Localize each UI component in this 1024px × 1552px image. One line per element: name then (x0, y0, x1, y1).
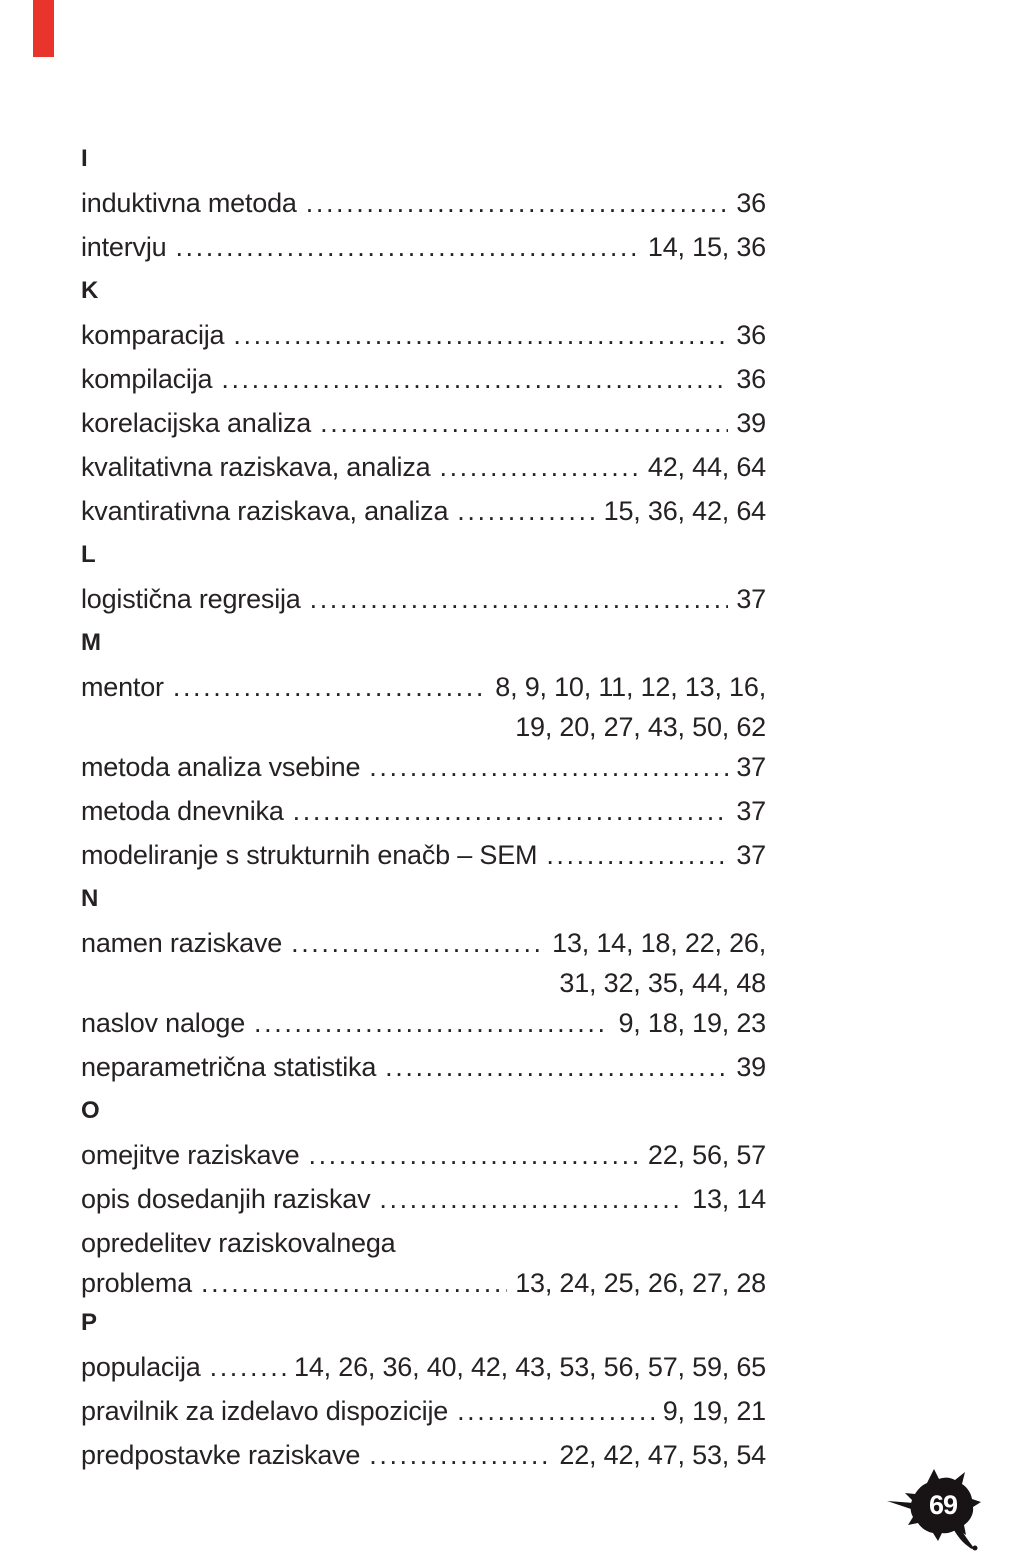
entry-term: intervju (81, 232, 167, 262)
dot-leader (201, 1265, 507, 1301)
entry-pages: 13, 24, 25, 26, 27, 28 (515, 1268, 766, 1298)
index-entry (81, 1345, 766, 1389)
entry-term: populacija (81, 1352, 201, 1382)
dot-leader (439, 445, 639, 489)
section-heading (81, 621, 766, 665)
entry-term: opredelitev raziskovalnega (81, 1228, 396, 1258)
entry-pages: 14, 15, 36 (647, 232, 766, 262)
section-letter: P (81, 1309, 98, 1336)
entry-pages: 8, 9, 10, 11, 12, 13, 16, (495, 672, 766, 702)
entry-pages: 36 (736, 320, 766, 350)
entry-pages: 22, 56, 57 (647, 1140, 766, 1170)
section-heading (81, 533, 766, 577)
section-letter: I (81, 145, 88, 172)
entry-term: logistična regresija (81, 584, 301, 614)
section-heading (81, 877, 766, 921)
entry-term: modeliranje s strukturnih enačb – SEM (81, 840, 538, 870)
entry-pages-continuation: 19, 20, 27, 43, 50, 62 (515, 712, 766, 742)
entry-pages: 36 (736, 364, 766, 394)
entry-term: kompilacija (81, 364, 213, 394)
dot-leader (308, 1133, 639, 1177)
entry-term: induktivna metoda (81, 188, 297, 218)
section-heading (81, 269, 766, 313)
entry-pages: 39 (736, 1052, 766, 1082)
dot-leader (210, 1345, 286, 1389)
dot-leader (233, 313, 728, 357)
section-letter: N (81, 885, 99, 912)
index-entry (81, 181, 766, 225)
entry-term: komparacija (81, 320, 225, 350)
index-entry (81, 1045, 766, 1089)
entry-pages: 13, 14, 18, 22, 26, (552, 928, 766, 958)
dot-leader (291, 921, 544, 965)
dot-leader (369, 1433, 551, 1477)
index-entry (81, 445, 766, 489)
entry-term: omejitve raziskave (81, 1140, 300, 1170)
index-list (81, 137, 766, 1477)
dot-leader (385, 1045, 728, 1089)
index-entry (81, 665, 766, 709)
entry-pages: 37 (736, 584, 766, 614)
ink-splat-icon (882, 1462, 986, 1552)
section-heading (81, 1301, 766, 1345)
entry-term: problema (81, 1268, 192, 1298)
entry-pages: 15, 36, 42, 64 (603, 496, 766, 526)
entry-pages: 36 (736, 188, 766, 218)
section-heading (81, 137, 766, 181)
entry-term: neparametrična statistika (81, 1052, 377, 1082)
entry-pages: 14, 26, 36, 40, 42, 43, 53, 56, 57, 59, 65 (294, 1352, 766, 1382)
section-letter: L (81, 541, 96, 568)
index-entry (81, 1265, 766, 1301)
entry-term: opis dosedanjih raziskav (81, 1184, 371, 1214)
entry-pages: 37 (736, 840, 766, 870)
dot-leader (379, 1177, 684, 1221)
index-entry (81, 577, 766, 621)
dot-leader (457, 489, 595, 533)
entry-pages: 9, 18, 19, 23 (618, 1008, 766, 1038)
chapter-tab (33, 0, 54, 57)
index-entry (81, 1389, 766, 1433)
dot-leader (310, 577, 729, 621)
dot-leader (221, 357, 728, 401)
entry-pages: 13, 14 (692, 1184, 766, 1214)
entry-term: predpostavke raziskave (81, 1440, 361, 1470)
section-letter: O (81, 1097, 100, 1124)
index-entry (81, 833, 766, 877)
index-entry (81, 921, 766, 965)
dot-leader (320, 401, 728, 445)
index-entry (81, 225, 766, 269)
index-entry (81, 401, 766, 445)
entry-term: metoda dnevnika (81, 796, 284, 826)
entry-term: kvalitativna raziskava, analiza (81, 452, 431, 482)
page-number: 69 (928, 1490, 958, 1520)
dot-leader (173, 665, 487, 709)
index-entry (81, 1433, 766, 1477)
entry-pages-continuation: 31, 32, 35, 44, 48 (559, 968, 766, 998)
entry-pages: 39 (736, 408, 766, 438)
entry-term: namen raziskave (81, 928, 283, 958)
index-entry (81, 357, 766, 401)
index-entry (81, 489, 766, 533)
entry-term: kvantirativna raziskava, analiza (81, 496, 449, 526)
section-heading (81, 1089, 766, 1133)
entry-term: metoda analiza vsebine (81, 752, 361, 782)
dot-leader (457, 1389, 655, 1433)
entry-pages: 37 (736, 752, 766, 782)
entry-pages: 22, 42, 47, 53, 54 (559, 1440, 766, 1470)
dot-leader (175, 225, 639, 269)
entry-pages: 37 (736, 796, 766, 826)
entry-term: korelacijska analiza (81, 408, 312, 438)
dot-leader (254, 1001, 610, 1045)
dot-leader (546, 833, 728, 877)
index-entry-continuation (81, 965, 766, 1001)
index-entry (81, 1177, 766, 1221)
index-entry (81, 789, 766, 833)
entry-term: mentor (81, 672, 164, 702)
index-entry (81, 313, 766, 357)
entry-pages: 42, 44, 64 (647, 452, 766, 482)
section-letter: M (81, 629, 101, 656)
page-number-badge (882, 1462, 986, 1552)
entry-pages: 9, 19, 21 (662, 1396, 766, 1426)
index-entry (81, 1001, 766, 1045)
index-entry (81, 745, 766, 789)
dot-leader (293, 789, 729, 833)
index-entry-continuation (81, 709, 766, 745)
index-entry (81, 1133, 766, 1177)
dot-leader (369, 745, 728, 789)
entry-term: naslov naloge (81, 1008, 246, 1038)
entry-term: pravilnik za izdelavo dispozicije (81, 1396, 449, 1426)
section-letter: K (81, 277, 99, 304)
index-entry-wrap-line (81, 1221, 766, 1265)
dot-leader (306, 181, 729, 225)
